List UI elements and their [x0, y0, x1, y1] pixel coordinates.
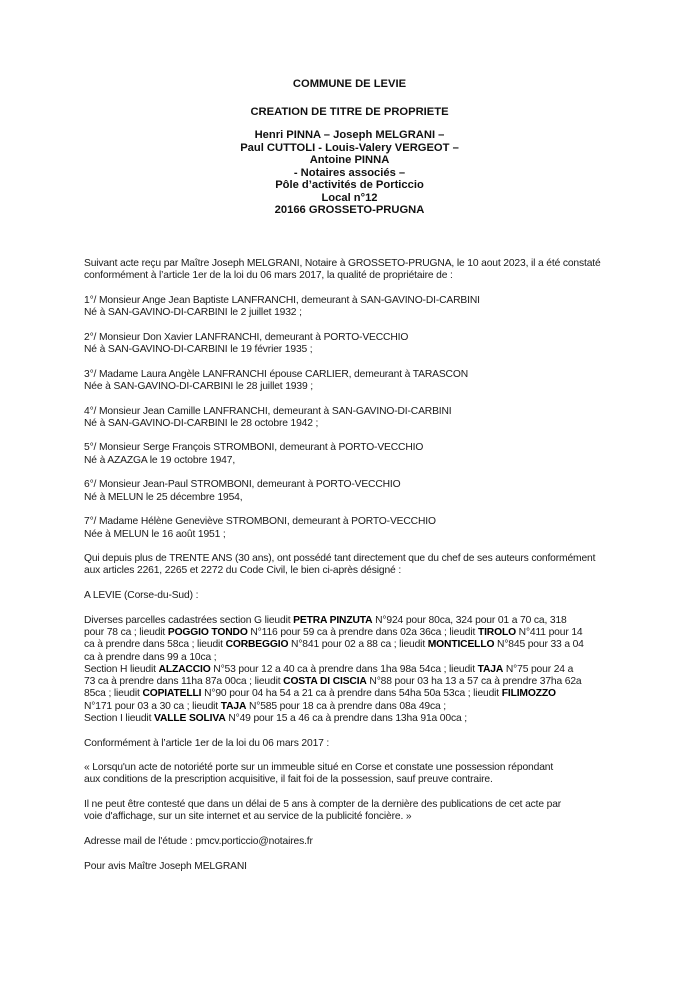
- notaries-line-4: - Notaires associés –: [293, 166, 406, 179]
- owner-birth: Née à MELUN le 16 août 1951 ;: [84, 528, 226, 540]
- owner-residence: 5°/ Monsieur Serge François STROMBONI, demeurant à PORTO-VECCHIO: [84, 442, 424, 454]
- owner-residence: 7°/ Madame Hélène Geneviève STROMBONI, demeurant à PORTO-VECCHIO: [84, 516, 436, 528]
- parcels-line: [84, 701, 624, 713]
- owner-item: [84, 295, 624, 320]
- document-body: [84, 258, 624, 885]
- owner-residence: 1°/ Monsieur Ange Jean Baptiste LANFRANCHI, demeurant à SAN-GAVINO-DI-CARBINI: [84, 294, 480, 306]
- owner-item: [84, 442, 624, 467]
- notary-header-block: [0, 129, 699, 217]
- notaries-line-2: Paul CUTTOLI - Louis-Valery VERGEOT –: [240, 141, 459, 154]
- owner-birth: Né à AZAZGA le 19 octobre 1947,: [84, 454, 236, 466]
- parcel-text: N°924 pour 80ca, 324 pour 01 a 70 ca, 318: [372, 614, 567, 626]
- contact-label: Adresse mail de l'étude :: [84, 835, 196, 847]
- parcel-text: ca à prendre dans 58ca ; lieudit: [84, 639, 226, 651]
- possession-paragraph: [84, 553, 624, 578]
- possession-line-1: Qui depuis plus de TRENTE ANS (30 ans), ont possédé tant directement que du chef de ses auteurs conformément: [84, 553, 596, 565]
- lieudit-name: FILIMOZZO: [501, 688, 556, 700]
- address-line-3: 20166 GROSSETO-PRUGNA: [274, 204, 425, 216]
- lieudit-name: TAJA: [477, 663, 504, 675]
- intro-line-1: Suivant acte reçu par Maître Joseph MELGRANI, Notaire à GROSSETO-PRUGNA, le 10 aout 2023, il a été constaté: [84, 258, 601, 269]
- lieudit-name: COSTA DI CISCIA: [283, 676, 367, 688]
- notaries-line-3: Antoine PINNA: [309, 154, 390, 166]
- owner-item: [84, 332, 624, 357]
- intro-line-2: conformément à l’article 1er de la loi du 06 mars 2017, la qualité de propriétaire de :: [84, 270, 453, 282]
- contact-email: pmcv.porticcio@notaires.fr: [195, 835, 313, 847]
- contact-line: [84, 836, 624, 848]
- law-intro-text: Conformément à l’article 1er de la loi du 06 mars 2017 :: [84, 737, 330, 749]
- notaries-line-1: Henri PINNA – Joseph MELGRANI –: [254, 129, 445, 141]
- address-line-2: Local n°12: [321, 191, 378, 204]
- law-quote-2: [84, 799, 624, 824]
- parcel-text: N°53 pour 12 a 40 ca à prendre dans 1ha 98a 54ca ; lieudit: [210, 663, 478, 675]
- parcel-text: Section H lieudit: [84, 663, 159, 675]
- quote-line: voie d'affichage, sur un site internet et au service de la publicité foncière. »: [84, 811, 412, 823]
- owner-birth: Né à MELUN le 25 décembre 1954,: [84, 491, 243, 503]
- parcel-text: N°841 pour 02 a 88 ca ; lieudit: [288, 639, 428, 651]
- owner-birth: Né à SAN-GAVINO-DI-CARBINI le 2 juillet 1932 ;: [84, 307, 302, 319]
- parcel-text: N°90 pour 04 ha 54 a 21 ca à prendre dans 54ha 50a 53ca ; lieudit: [201, 688, 502, 700]
- law-intro: [84, 738, 624, 750]
- parcels-paragraph: [84, 615, 624, 726]
- owner-item: [84, 369, 624, 394]
- parcel-text: N°88 pour 03 ha 13 a 57 ca à prendre 37ha 62a: [366, 676, 582, 688]
- lieudit-name: VALLE SOLIVA: [154, 712, 226, 724]
- parcel-text: 85ca ; lieudit: [84, 688, 143, 700]
- parcel-text: ca à prendre dans 99 a 10ca ;: [84, 651, 217, 663]
- signature-text: Pour avis Maître Joseph MELGRANI: [84, 860, 247, 872]
- parcels-line: [84, 639, 624, 651]
- lieudit-name: MONTICELLO: [427, 639, 495, 651]
- owner-item: [84, 406, 624, 431]
- owner-residence: 4°/ Monsieur Jean Camille LANFRANCHI, demeurant à SAN-GAVINO-DI-CARBINI: [84, 405, 452, 417]
- parcel-text: Diverses parcelles cadastrées section G lieudit: [84, 614, 294, 626]
- lieudit-name: CORBEGGIO: [225, 639, 289, 651]
- owner-residence: 6°/ Monsieur Jean-Paul STROMBONI, demeurant à PORTO-VECCHIO: [84, 479, 401, 491]
- parcels-line: [84, 627, 624, 639]
- owner-residence: 2°/ Monsieur Don Xavier LANFRANCHI, demeurant à PORTO-VECCHIO: [84, 331, 409, 343]
- possession-line-2: aux articles 2261, 2265 et 2272 du Code Civil, le bien ci-après désigné :: [84, 565, 402, 577]
- parcels-line: [84, 615, 624, 627]
- owner-item: [84, 516, 624, 541]
- parcels-line: [84, 713, 624, 725]
- document-title: CREATION DE TITRE DE PROPRIETE: [250, 106, 449, 118]
- quote-line: « Lorsqu'un acte de notoriété porte sur un immeuble situé en Corse et constate une possession répondant: [84, 762, 554, 774]
- intro-paragraph: [84, 258, 624, 283]
- lieudit-name: PETRA PINZUTA: [293, 614, 373, 626]
- parcel-text: N°411 pour 14: [515, 626, 583, 638]
- quote-line: aux conditions de la prescription acquisitive, il fait foi de la possession, sauf preuve contraire.: [84, 774, 493, 786]
- parcel-text: N°845 pour 33 a 04: [494, 639, 584, 651]
- parcels-line: [84, 688, 624, 700]
- owner-birth: Née à SAN-GAVINO-DI-CARBINI le 28 juillet 1939 ;: [84, 380, 313, 392]
- parcel-text: pour 78 ca ; lieudit: [84, 626, 168, 638]
- location-label: [84, 590, 624, 602]
- law-quote-1: [84, 762, 624, 787]
- parcel-text: N°585 pour 18 ca à prendre dans 08a 49ca ;: [246, 700, 446, 712]
- quote-line: Il ne peut être contesté que dans un délai de 5 ans à compter de la dernière des publications de cet acte par: [84, 799, 562, 811]
- lieudit-name: TIROLO: [477, 626, 516, 638]
- lieudit-name: COPIATELLI: [142, 688, 202, 700]
- parcel-text: 73 ca à prendre dans 11ha 87a 00ca ; lieudit: [84, 676, 284, 688]
- address-line-1: Pôle d’activités de Porticcio: [275, 179, 424, 191]
- owner-birth: Né à SAN-GAVINO-DI-CARBINI le 28 octobre 1942 ;: [84, 417, 319, 429]
- parcel-text: N°75 pour 24 a: [503, 663, 574, 675]
- owner-item: [84, 479, 624, 504]
- commune-heading: COMMUNE DE LEVIE: [292, 78, 407, 90]
- parcel-text: Section I lieudit: [84, 712, 154, 724]
- lieudit-name: POGGIO TONDO: [167, 626, 248, 638]
- parcels-line: [84, 664, 624, 676]
- parcels-line: [84, 652, 624, 664]
- contact-paragraph: [84, 836, 624, 848]
- owner-residence: 3°/ Madame Laura Angèle LANFRANCHI épouse CARLIER, demeurant à TARASCON: [84, 368, 468, 380]
- parcel-text: N°171 pour 03 a 30 ca ; lieudit: [84, 700, 221, 712]
- signature-paragraph: [84, 861, 624, 873]
- location-text: A LEVIE (Corse-du-Sud) :: [84, 590, 199, 602]
- owner-birth: Né à SAN-GAVINO-DI-CARBINI le 19 février 1935 ;: [84, 344, 313, 356]
- parcel-text: N°49 pour 15 a 46 ca à prendre dans 13ha 91a 00ca ;: [225, 712, 467, 724]
- parcel-text: N°116 pour 59 ca à prendre dans 02a 36ca ; lieudit: [247, 626, 478, 638]
- lieudit-name: TAJA: [220, 700, 247, 712]
- parcels-line: [84, 676, 624, 688]
- lieudit-name: ALZACCIO: [158, 663, 211, 675]
